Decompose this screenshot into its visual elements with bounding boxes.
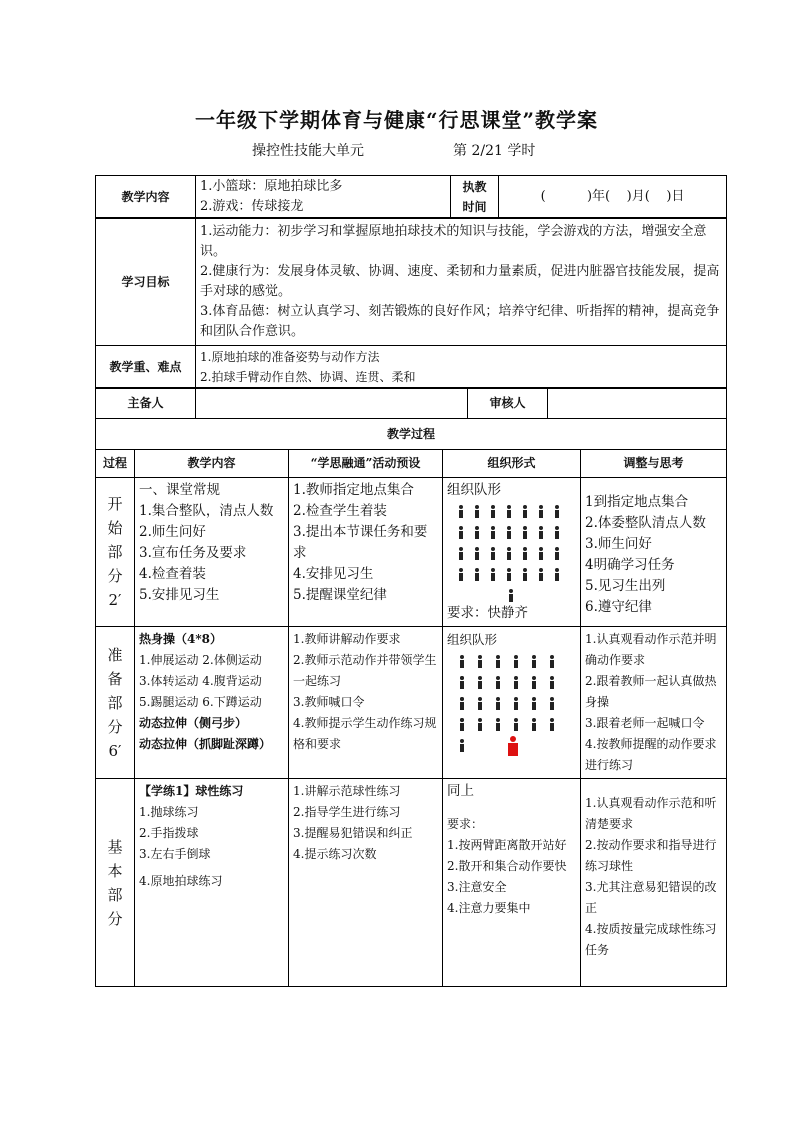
column-header: 教学内容 (135, 450, 289, 478)
goal-item: 2.健康行为：发展身体灵敏、协调、速度、柔韧和力量素质，促进内脏器官技能发展，提高手对球的感觉。 (200, 263, 720, 299)
reviewer-value (548, 388, 727, 419)
reflection-item: 2.按动作要求和指导进行练习球性 (585, 838, 717, 873)
column-header: 组织形式 (443, 450, 581, 478)
prep-content (135, 627, 289, 779)
content-item: 2.手指拨球 (139, 826, 199, 840)
org-label: 组织队形 (447, 632, 498, 647)
student-icon (477, 718, 483, 730)
unit-name: 操控性技能大单元 (252, 143, 364, 159)
student-icon (554, 526, 560, 538)
reflection-item: 2.跟着教师一起认真做热身操 (585, 674, 717, 709)
process-heading: 教学过程 (96, 419, 727, 450)
formation-diagram (453, 503, 576, 601)
student-icon (506, 547, 512, 559)
activity-item: 3.教师喊口令 (293, 695, 365, 709)
content-item: 2.师生问好 (139, 524, 206, 540)
prep-stage-label (96, 627, 135, 779)
reflection-item: 1.认真观看动作示范和听清楚要求 (585, 796, 717, 831)
process-table (95, 449, 727, 987)
content-item: 5.安排见习生 (139, 587, 220, 603)
student-icon (490, 547, 496, 559)
student-icon (477, 697, 483, 709)
student-icon (538, 505, 544, 517)
stage-char: 部 (107, 693, 123, 712)
reflection-item: 5.见习生出列 (585, 578, 666, 594)
student-icon (495, 676, 501, 688)
stage-char: 部 (107, 885, 123, 904)
content-item: 动态拉伸（侧弓步） (139, 716, 248, 730)
reflection-item: 4.按教师提醒的动作要求进行练习 (585, 737, 717, 772)
content-item: 1.伸展运动 2.体侧运动 (139, 653, 262, 667)
key-point: 1.原地拍球的准备姿势与动作方法 (200, 350, 380, 364)
teacher-icon (508, 589, 514, 601)
goal-item: 3.体育品德：树立认真学习、刻苦锻炼的良好作风；培养守纪律、听指挥的精神，提高竞争和团队合作意识。 (200, 303, 720, 339)
stage-char: 6′ (108, 741, 122, 760)
student-icon (554, 568, 560, 580)
teacher-icon (508, 736, 518, 756)
content-item: 3.体转运动 4.腹背运动 (139, 674, 262, 688)
formation-diagram (453, 652, 576, 758)
stage-char: 开 (107, 495, 123, 513)
student-icon (531, 655, 537, 667)
content-item: 3.左右手倒球 (139, 847, 211, 861)
student-icon (513, 718, 519, 730)
activity-item: 2.检查学生着装 (293, 503, 387, 519)
page-title: 一年级下学期体育与健康“行思课堂”教学案 (194, 108, 598, 132)
student-icon (474, 505, 480, 517)
stage-char: 2′ (108, 591, 122, 609)
basic-stage-label (96, 779, 135, 987)
student-icon (538, 547, 544, 559)
student-icon (522, 505, 528, 517)
content-item: 一、课堂常规 (139, 482, 220, 498)
key-point: 2.拍球手臂动作自然、协调、连贯、柔和 (200, 370, 416, 384)
student-icon (490, 568, 496, 580)
content-line: 2.游戏：传球接龙 (200, 199, 304, 214)
content-item: 1.集合整队，清点人数 (139, 503, 274, 519)
student-icon (549, 697, 555, 709)
org-label: 组织队形 (447, 482, 501, 498)
start-stage-label (96, 478, 135, 627)
activity-item: 4.提示练习次数 (293, 847, 377, 861)
date-label-line: 执教 (462, 180, 487, 194)
stage-char: 分 (107, 909, 123, 928)
org-requirement: 4.注意力要集中 (447, 901, 531, 915)
lesson-info-table (95, 175, 727, 219)
activity-item: 3.提醒易犯错误和纠正 (293, 826, 413, 840)
student-icon (459, 676, 465, 688)
student-icon (458, 568, 464, 580)
activity-item: 1.教师指定地点集合 (293, 482, 414, 498)
start-reflection (581, 478, 727, 627)
date-value: ( )年( )月( )日 (499, 176, 727, 219)
activity-item: 4.教师提示学生动作练习规格和要求 (293, 716, 437, 751)
date-label-line: 时间 (462, 200, 487, 214)
reflection-item: 4.按质按量完成球性练习任务 (585, 922, 717, 957)
stage-char: 备 (107, 669, 123, 688)
org-requirement: 2.散开和集合动作要快 (447, 859, 567, 873)
stage-char: 本 (107, 861, 123, 880)
activity-item: 1.讲解示范球性练习 (293, 784, 401, 798)
prep-activities (289, 627, 443, 779)
activity-item: 1.教师讲解动作要求 (293, 632, 401, 646)
content-item: 4.原地拍球练习 (139, 874, 223, 888)
student-icon (531, 676, 537, 688)
content-item: 3.宣布任务及要求 (139, 545, 247, 561)
student-icon (506, 568, 512, 580)
stage-char: 基 (107, 837, 123, 856)
org-requirement-title: 要求： (447, 817, 484, 831)
student-icon (495, 697, 501, 709)
content-item: 5.踢腿运动 6.下蹲运动 (139, 695, 262, 709)
date-label (451, 176, 499, 219)
reflection-item: 6.遵守纪律 (585, 599, 652, 615)
org-requirement: 3.注意安全 (447, 880, 507, 894)
prep-organization (443, 627, 581, 779)
student-icon (522, 526, 528, 538)
activity-item: 2.教师示范动作并带领学生一起练习 (293, 653, 437, 688)
reflection-item: 3.跟着老师一起喊口令 (585, 716, 705, 730)
basic-section-row (96, 779, 727, 987)
student-icon (477, 655, 483, 667)
student-icon (490, 505, 496, 517)
key-points-label: 教学重、难点 (96, 346, 196, 389)
basic-activities (289, 779, 443, 987)
stage-char: 始 (107, 519, 123, 537)
prep-section-row (96, 627, 727, 779)
student-icon (506, 505, 512, 517)
reflection-item: 2.体委整队清点人数 (585, 515, 706, 531)
student-icon (522, 568, 528, 580)
column-header: “学思融通”活动预设 (289, 450, 443, 478)
student-icon (458, 547, 464, 559)
content-title: 【学练1】球性练习 (139, 784, 244, 798)
start-section-row (96, 478, 727, 627)
org-requirement: 1.按两臂距离散开站好 (447, 838, 567, 852)
student-icon (459, 655, 465, 667)
content-title: 热身操（4*8） (139, 632, 222, 646)
student-icon (495, 655, 501, 667)
student-icon (459, 697, 465, 709)
activity-item: 3.提出本节课任务和要求 (293, 524, 428, 561)
column-header: 调整与思考 (581, 450, 727, 478)
key-points-cell (196, 346, 727, 389)
org-requirement: 要求：快静齐 (447, 605, 528, 621)
reflection-item: 1到指定地点集合 (585, 494, 689, 510)
prep-reflection (581, 627, 727, 779)
staff-table (95, 387, 727, 450)
stage-char: 分 (107, 717, 123, 736)
stage-char: 部 (107, 543, 123, 561)
goals-cell (196, 218, 727, 346)
preparer-value (196, 388, 468, 419)
goal-item: 1.运动能力：初步学习和掌握原地拍球技术的知识与技能，学会游戏的方法，增强安全意识。 (200, 223, 707, 259)
column-header: 过程 (96, 450, 135, 478)
goals-label: 学习目标 (96, 218, 196, 346)
goals-table (95, 217, 727, 389)
lesson-number: 第 2/21 学时 (453, 143, 536, 159)
student-icon (513, 655, 519, 667)
activity-item: 2.指导学生进行练习 (293, 805, 401, 819)
student-icon (477, 676, 483, 688)
student-icon (506, 526, 512, 538)
student-icon (549, 718, 555, 730)
student-icon (459, 718, 465, 730)
reflection-item: 3.尤其注意易犯错误的改正 (585, 880, 717, 915)
content-cell (196, 176, 451, 219)
content-item: 动态拉伸（抓脚趾深蹲） (139, 737, 272, 751)
basic-content (135, 779, 289, 987)
content-label: 教学内容 (96, 176, 196, 219)
student-icon (458, 505, 464, 517)
preparer-label: 主备人 (96, 388, 196, 419)
student-icon (549, 655, 555, 667)
content-item: 4.检查着装 (139, 566, 206, 582)
student-icon (531, 697, 537, 709)
student-icon (459, 739, 465, 751)
activity-item: 4.安排见习生 (293, 566, 374, 582)
student-icon (495, 718, 501, 730)
start-content (135, 478, 289, 627)
reflection-item: 4明确学习任务 (585, 557, 675, 573)
reflection-item: 1.认真观看动作示范并明确动作要求 (585, 632, 717, 667)
start-activities (289, 478, 443, 627)
stage-char: 分 (107, 567, 123, 585)
student-icon (538, 526, 544, 538)
reflection-item: 3.师生问好 (585, 536, 652, 552)
student-icon (531, 718, 537, 730)
content-item: 1.抛球练习 (139, 805, 199, 819)
basic-organization (443, 779, 581, 987)
student-icon (554, 547, 560, 559)
student-icon (522, 547, 528, 559)
basic-reflection (581, 779, 727, 987)
student-icon (538, 568, 544, 580)
student-icon (549, 676, 555, 688)
reviewer-label: 审核人 (468, 388, 548, 419)
student-icon (513, 676, 519, 688)
student-icon (474, 526, 480, 538)
student-icon (513, 697, 519, 709)
activity-item: 5.提醒课堂纪律 (293, 587, 387, 603)
student-icon (490, 526, 496, 538)
stage-char: 准 (107, 645, 123, 664)
content-line: 1.小篮球：原地拍球比多 (200, 179, 343, 194)
start-organization (443, 478, 581, 627)
student-icon (554, 505, 560, 517)
student-icon (474, 568, 480, 580)
student-icon (474, 547, 480, 559)
org-label: 同上 (447, 783, 474, 799)
student-icon (458, 526, 464, 538)
